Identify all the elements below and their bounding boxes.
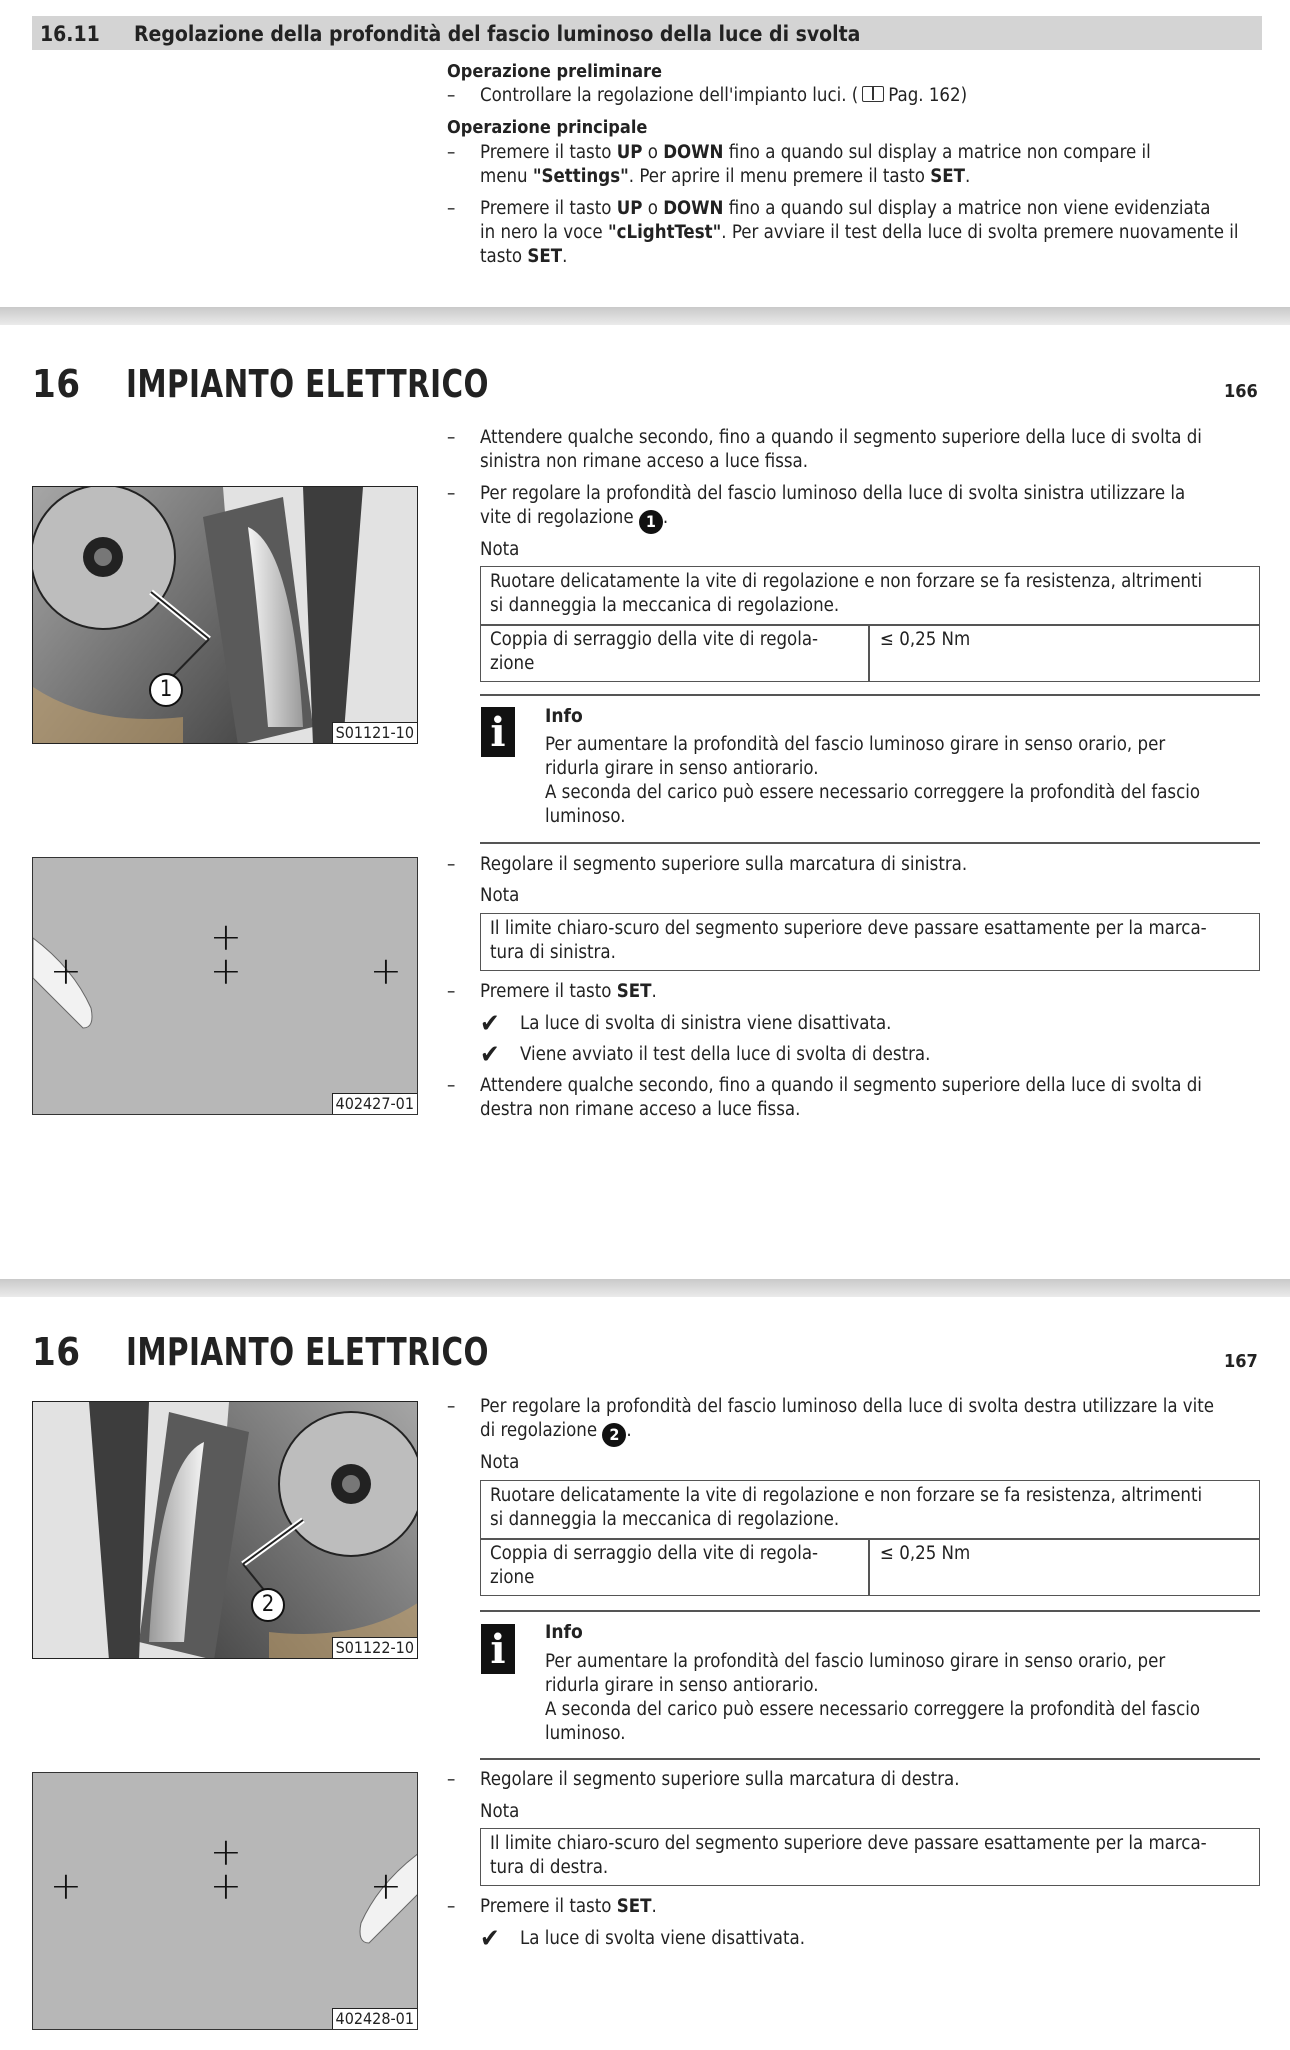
main-operation-label: Operazione principale xyxy=(447,117,648,138)
result-text: Viene avviato il test della luce di svolta di destra. xyxy=(520,1044,931,1065)
text-line: vite di regolazione xyxy=(480,507,634,528)
text-line: si danneggia la meccanica di regolazione. xyxy=(490,595,840,616)
info-title: Info xyxy=(545,1621,583,1643)
check-icon: ✔ xyxy=(480,1924,500,1954)
dash-marker: – xyxy=(447,854,456,875)
dash-marker: – xyxy=(447,1896,456,1917)
text-line: Per regolare la profondità del fascio luminoso della luce di svolta sinistra utilizzare la xyxy=(480,483,1186,504)
dash-marker: – xyxy=(447,981,456,1002)
preliminary-step-text: Controllare la regolazione dell'impianto luci. ( xyxy=(480,85,859,106)
aim-mark: + xyxy=(210,949,242,993)
dash-marker: – xyxy=(447,142,456,163)
section-number: 16.11 xyxy=(40,22,100,46)
text-line: Coppia di serraggio della vite di regola- xyxy=(490,1543,819,1564)
page-separator xyxy=(0,307,1290,325)
text-line: Per aumentare la profondità del fascio luminoso girare in senso orario, per xyxy=(545,734,1166,755)
text-line: sinistra non rimane acceso a luce fissa. xyxy=(480,451,809,472)
text-line: Coppia di serraggio della vite di regola- xyxy=(490,629,819,650)
preliminary-ref[interactable]: Pag. 162) xyxy=(888,85,968,106)
page-number: 166 xyxy=(1224,381,1258,402)
aim-mark: + xyxy=(370,949,402,993)
note-label: Nota xyxy=(480,885,520,906)
headlight-photo-right xyxy=(32,1401,418,1659)
section-title: Regolazione della profondità del fascio luminoso della luce di svolta xyxy=(134,22,861,46)
headlight-illustration xyxy=(33,1402,418,1659)
info-icon: i xyxy=(481,1624,515,1674)
text-line: Il limite chiaro-scuro del segmento superiore deve passare esattamente per la marca- xyxy=(490,918,1207,939)
info-text xyxy=(545,1650,1255,1746)
preliminary-step xyxy=(480,84,967,108)
text-line: luminoso. xyxy=(545,806,626,827)
check-icon: ✔ xyxy=(480,1040,500,1070)
table-divider xyxy=(480,1538,1260,1540)
chapter-title: IMPIANTO ELETTRICO xyxy=(126,1330,489,1374)
text-line: zione xyxy=(490,1567,535,1588)
photo-code: 402428-01 xyxy=(332,2008,417,2029)
step-wait-left xyxy=(480,426,1270,474)
chapter-title: IMPIANTO ELETTRICO xyxy=(126,362,489,406)
torque-label xyxy=(490,1542,818,1590)
result-text: La luce di svolta viene disattivata. xyxy=(520,1928,805,1949)
text-line: destra non rimane acceso a luce fissa. xyxy=(480,1099,801,1120)
info-rule xyxy=(480,842,1260,844)
book-icon xyxy=(862,86,884,102)
step-adjust-left: Per regolare la profondità del fascio luminoso della luce di svolta sinistra utilizzare la vite di regolazione 1 . xyxy=(480,482,1270,534)
info-rule xyxy=(480,694,1260,696)
torque-value: ≤ 0,25 Nm xyxy=(880,629,971,650)
info-icon: i xyxy=(481,707,515,757)
aim-target-panel-left xyxy=(32,857,418,1115)
text-line: ridurla girare in senso antiorario. xyxy=(545,1675,819,1696)
text-line: A seconda del carico può essere necessario correggere la profondità del fascio xyxy=(545,1699,1201,1720)
page-separator xyxy=(0,1279,1290,1297)
chapter-number: 16 xyxy=(32,362,81,406)
dash-marker: – xyxy=(447,1769,456,1790)
note-label: Nota xyxy=(480,1452,520,1473)
note-text xyxy=(490,570,1250,618)
callout-marker: 2 xyxy=(602,1423,626,1447)
text-line: si danneggia la meccanica di regolazione. xyxy=(490,1509,840,1530)
photo-code: S01121-10 xyxy=(332,722,417,743)
photo-code: 402427-01 xyxy=(332,1093,417,1114)
aim-mark: + xyxy=(50,1864,82,1908)
callout-marker: 2 xyxy=(251,1588,285,1622)
headlight-photo-left xyxy=(32,486,418,744)
text-line: Attendere qualche secondo, fino a quando il segmento superiore della luce di svolta di xyxy=(480,1075,1202,1096)
text-line: Il limite chiaro-scuro del segmento superiore deve passare esattamente per la marca- xyxy=(490,1833,1207,1854)
chapter-number: 16 xyxy=(32,1330,81,1374)
note-label: Nota xyxy=(480,1801,520,1822)
text-line: A seconda del carico può essere necessario correggere la profondità del fascio xyxy=(545,782,1201,803)
info-rule xyxy=(480,1610,1260,1612)
page-number: 167 xyxy=(1224,1351,1258,1372)
preliminary-label: Operazione preliminare xyxy=(447,61,663,82)
aim-target-panel-right xyxy=(32,1772,418,2030)
text-line: tura di sinistra. xyxy=(490,942,616,963)
text-line: di regolazione xyxy=(480,1420,598,1441)
torque-value: ≤ 0,25 Nm xyxy=(880,1543,971,1564)
dash-marker: – xyxy=(447,483,456,504)
main-step-1: Premere il tasto UP o DOWN fino a quando sul display a matrice non compare il menu "Settings". Per aprire il menu premere il tasto SET. xyxy=(480,142,1151,187)
text-line: ridurla girare in senso antiorario. xyxy=(545,758,819,779)
torque-label xyxy=(490,628,818,676)
aim-mark: + xyxy=(210,915,242,959)
step-adjust-right: Per regolare la profondità del fascio luminoso della luce di svolta destra utilizzare la vite di regolazione 2 . xyxy=(480,1395,1270,1447)
aim-mark: + xyxy=(210,1864,242,1908)
callout-marker: 1 xyxy=(639,510,663,534)
text-line: Per regolare la profondità del fascio luminoso della luce di svolta destra utilizzare la vite xyxy=(480,1396,1215,1417)
aim-mark: + xyxy=(50,949,82,993)
table-divider xyxy=(868,1538,870,1596)
aim-mark: + xyxy=(210,1830,242,1874)
note-text xyxy=(490,917,1250,965)
headlight-illustration xyxy=(33,487,418,744)
dash-marker: – xyxy=(447,198,456,219)
check-icon: ✔ xyxy=(480,1009,500,1039)
text-line: Ruotare delicatamente la vite di regolazione e non forzare se fa resistenza, altrimenti xyxy=(490,571,1203,592)
info-text xyxy=(545,733,1255,829)
text-line: luminoso. xyxy=(545,1723,626,1744)
dash-marker: – xyxy=(447,427,456,448)
photo-code: S01122-10 xyxy=(332,1637,417,1658)
table-divider xyxy=(868,624,870,682)
main-step-2: Premere il tasto UP o DOWN fino a quando sul display a matrice non viene evidenziata in nero la voce "cLightTest". Per avviare il test della luce di svolta premere nuovamente il tasto SET. xyxy=(480,198,1239,267)
step-press-set: Premere il tasto SET. xyxy=(480,981,657,1002)
text-line: zione xyxy=(490,653,535,674)
text-line: tura di destra. xyxy=(490,1857,609,1878)
info-rule xyxy=(480,1758,1260,1760)
text-line: Per aumentare la profondità del fascio luminoso girare in senso orario, per xyxy=(545,1651,1166,1672)
dash-marker: – xyxy=(447,1075,456,1096)
callout-marker: 1 xyxy=(149,673,183,707)
step-wait-right xyxy=(480,1074,1270,1122)
note-text xyxy=(490,1832,1250,1880)
note-label: Nota xyxy=(480,539,520,560)
note-text xyxy=(490,1484,1250,1532)
step-press-set: Premere il tasto SET. xyxy=(480,1896,657,1917)
text-line: Ruotare delicatamente la vite di regolazione e non forzare se fa resistenza, altrimenti xyxy=(490,1485,1203,1506)
info-title: Info xyxy=(545,705,583,727)
dash-marker: – xyxy=(447,85,456,106)
table-divider xyxy=(480,624,1260,626)
aim-mark: + xyxy=(370,1864,402,1908)
dash-marker: – xyxy=(447,1396,456,1417)
step-align-left: Regolare il segmento superiore sulla marcatura di sinistra. xyxy=(480,854,968,875)
text-line: Attendere qualche secondo, fino a quando il segmento superiore della luce di svolta di xyxy=(480,427,1202,448)
result-text: La luce di svolta di sinistra viene disattivata. xyxy=(520,1013,892,1034)
step-align-right: Regolare il segmento superiore sulla marcatura di destra. xyxy=(480,1769,960,1790)
